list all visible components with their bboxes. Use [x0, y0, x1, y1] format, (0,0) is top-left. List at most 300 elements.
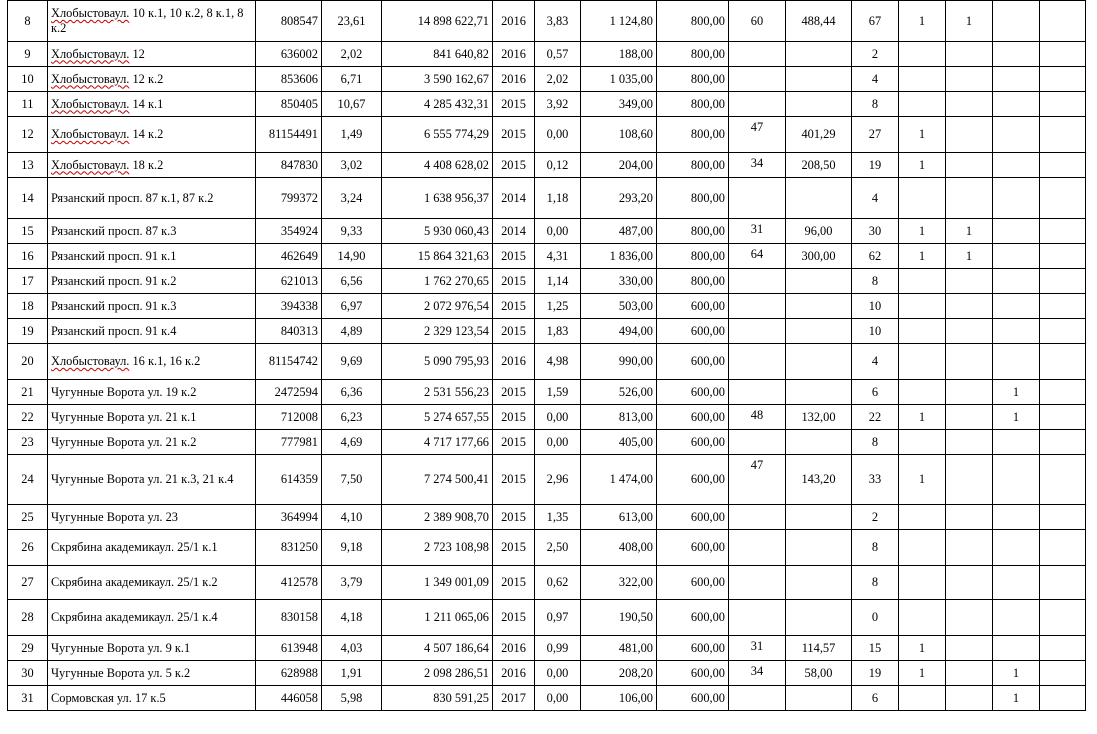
- value-j-cell: [899, 430, 946, 455]
- table-row: [8, 42, 1086, 67]
- value-m-cell: [1040, 566, 1086, 600]
- table-body: [8, 1, 1086, 711]
- value-g-cell: [729, 269, 786, 294]
- value-l-cell: [993, 269, 1040, 294]
- value-e-cell: 494,00: [581, 319, 657, 344]
- year-cell: 2015: [493, 153, 535, 178]
- value-d-cell: 1,35: [535, 505, 581, 530]
- code-cell: 840313: [256, 319, 322, 344]
- year-cell: 2015: [493, 319, 535, 344]
- address-cell: [48, 530, 256, 566]
- value-m-cell: [1040, 405, 1086, 430]
- year-cell: 2016: [493, 344, 535, 380]
- row-number-cell: 24: [8, 455, 48, 505]
- sum-cell: 2 389 908,70: [382, 505, 493, 530]
- value-l-cell: [993, 505, 1040, 530]
- value-k-cell: [946, 294, 993, 319]
- value-j-cell: 1: [899, 219, 946, 244]
- value-m-cell: [1040, 219, 1086, 244]
- value-e-cell: 1 474,00: [581, 455, 657, 505]
- value-h-cell: [786, 269, 852, 294]
- value-f-cell: 600,00: [657, 566, 729, 600]
- value-j-cell: [899, 600, 946, 636]
- code-cell: 364994: [256, 505, 322, 530]
- address-detail: Рязанский просп. 91 к.2: [51, 273, 177, 288]
- value-l-cell: [993, 636, 1040, 661]
- code-cell: 614359: [256, 455, 322, 505]
- value-e-cell: 106,00: [581, 686, 657, 711]
- area-cell: 6,56: [322, 269, 382, 294]
- value-l-cell: 1: [993, 380, 1040, 405]
- code-cell: 354924: [256, 219, 322, 244]
- value-h-cell: 58,00: [786, 661, 852, 686]
- value-i-cell: 30: [852, 219, 899, 244]
- value-e-cell: 487,00: [581, 219, 657, 244]
- value-h-cell: 401,29: [786, 117, 852, 153]
- value-g-cell: [729, 530, 786, 566]
- year-cell: 2017: [493, 686, 535, 711]
- value-k-cell: [946, 686, 993, 711]
- code-cell: 2472594: [256, 380, 322, 405]
- value-j-cell: [899, 319, 946, 344]
- value-l-cell: [993, 117, 1040, 153]
- value-j-cell: 1: [899, 153, 946, 178]
- value-k-cell: [946, 178, 993, 219]
- code-cell: 808547: [256, 1, 322, 42]
- value-g-cell: [729, 319, 786, 344]
- value-g-cell: 47: [729, 455, 786, 505]
- value-i-cell: 8: [852, 269, 899, 294]
- table-row: [8, 344, 1086, 380]
- value-g-cell: [729, 430, 786, 455]
- year-cell: 2016: [493, 67, 535, 92]
- table-row: [8, 244, 1086, 269]
- value-d-cell: 0,00: [535, 405, 581, 430]
- sum-cell: 5 090 795,93: [382, 344, 493, 380]
- value-h-cell: [786, 42, 852, 67]
- area-cell: 4,69: [322, 430, 382, 455]
- value-h-cell: [786, 530, 852, 566]
- value-g-cell: [729, 344, 786, 380]
- row-number-cell: 22: [8, 405, 48, 430]
- value-d-cell: 0,00: [535, 686, 581, 711]
- value-m-cell: [1040, 686, 1086, 711]
- year-cell: 2014: [493, 178, 535, 219]
- value-f-cell: 600,00: [657, 344, 729, 380]
- area-cell: 14,90: [322, 244, 382, 269]
- value-d-cell: 0,97: [535, 600, 581, 636]
- value-l-cell: 1: [993, 405, 1040, 430]
- address-street: Хлобыстоваул.: [51, 127, 130, 141]
- year-cell: 2015: [493, 600, 535, 636]
- table-row: [8, 430, 1086, 455]
- value-k-cell: [946, 661, 993, 686]
- address-detail: Чугунные Ворота ул. 5 к.2: [51, 665, 191, 680]
- value-d-cell: 0,99: [535, 636, 581, 661]
- address-detail: Скрябина академикаул. 25/1 к.2: [51, 575, 218, 589]
- address-detail: 14 к.2: [129, 127, 164, 141]
- row-number-cell: 8: [8, 1, 48, 42]
- value-f-cell: 600,00: [657, 636, 729, 661]
- value-f-cell: 600,00: [657, 319, 729, 344]
- value-h-cell: [786, 430, 852, 455]
- value-i-cell: 2: [852, 42, 899, 67]
- sum-cell: 4 285 432,31: [382, 92, 493, 117]
- address-cell: [48, 153, 256, 178]
- address-cell: [48, 600, 256, 636]
- value-g-cell: 64: [729, 244, 786, 269]
- value-j-cell: 1: [899, 405, 946, 430]
- row-number-cell: 20: [8, 344, 48, 380]
- sum-cell: 4 717 177,66: [382, 430, 493, 455]
- value-m-cell: [1040, 1, 1086, 42]
- value-l-cell: [993, 319, 1040, 344]
- value-d-cell: 2,50: [535, 530, 581, 566]
- value-g-cell: [729, 67, 786, 92]
- value-m-cell: [1040, 294, 1086, 319]
- code-cell: 853606: [256, 67, 322, 92]
- sum-cell: 6 555 774,29: [382, 117, 493, 153]
- value-k-cell: [946, 530, 993, 566]
- table-row: [8, 178, 1086, 219]
- table-row: [8, 636, 1086, 661]
- value-i-cell: 8: [852, 566, 899, 600]
- sum-cell: 5 274 657,55: [382, 405, 493, 430]
- row-number-cell: 12: [8, 117, 48, 153]
- code-cell: 847830: [256, 153, 322, 178]
- table-row: [8, 505, 1086, 530]
- value-i-cell: 8: [852, 92, 899, 117]
- address-cell: [48, 405, 256, 430]
- row-number-cell: 26: [8, 530, 48, 566]
- code-cell: 613948: [256, 636, 322, 661]
- value-d-cell: 1,25: [535, 294, 581, 319]
- value-g-cell: 48: [729, 405, 786, 430]
- value-l-cell: [993, 42, 1040, 67]
- address-detail: Чугунные Ворота ул. 23: [51, 509, 178, 524]
- value-d-cell: 4,98: [535, 344, 581, 380]
- value-m-cell: [1040, 636, 1086, 661]
- value-h-cell: [786, 566, 852, 600]
- address-cell: [48, 636, 256, 661]
- address-detail: Чугунные Ворота ул. 21 к.3, 21 к.4: [51, 472, 234, 486]
- value-m-cell: [1040, 344, 1086, 380]
- value-i-cell: 22: [852, 405, 899, 430]
- row-number-cell: 15: [8, 219, 48, 244]
- table-row: [8, 566, 1086, 600]
- table-row: [8, 380, 1086, 405]
- address-detail: Чугунные Ворота ул. 21 к.1: [51, 409, 197, 424]
- value-j-cell: [899, 269, 946, 294]
- value-d-cell: 0,00: [535, 661, 581, 686]
- value-g-cell: [729, 600, 786, 636]
- value-m-cell: [1040, 319, 1086, 344]
- area-cell: 9,33: [322, 219, 382, 244]
- value-f-cell: 600,00: [657, 530, 729, 566]
- value-k-cell: 1: [946, 1, 993, 42]
- value-h-cell: [786, 319, 852, 344]
- sum-cell: 1 638 956,37: [382, 178, 493, 219]
- address-detail: Скрябина академикаул. 25/1 к.4: [51, 610, 218, 624]
- area-cell: 2,02: [322, 42, 382, 67]
- address-street: Хлобыстоваул.: [51, 71, 130, 86]
- address-cell: [48, 269, 256, 294]
- value-e-cell: 526,00: [581, 380, 657, 405]
- value-f-cell: 800,00: [657, 178, 729, 219]
- value-d-cell: 0,62: [535, 566, 581, 600]
- value-l-cell: [993, 67, 1040, 92]
- value-e-cell: 293,20: [581, 178, 657, 219]
- value-e-cell: 208,20: [581, 661, 657, 686]
- value-i-cell: 6: [852, 380, 899, 405]
- value-d-cell: 1,14: [535, 269, 581, 294]
- code-cell: 830158: [256, 600, 322, 636]
- value-l-cell: [993, 430, 1040, 455]
- value-d-cell: 0,00: [535, 430, 581, 455]
- year-cell: 2015: [493, 405, 535, 430]
- address-cell: [48, 566, 256, 600]
- value-e-cell: 108,60: [581, 117, 657, 153]
- sum-cell: 2 531 556,23: [382, 380, 493, 405]
- value-e-cell: 204,00: [581, 153, 657, 178]
- value-f-cell: 800,00: [657, 219, 729, 244]
- code-cell: 850405: [256, 92, 322, 117]
- value-h-cell: 300,00: [786, 244, 852, 269]
- area-cell: 6,97: [322, 294, 382, 319]
- value-j-cell: [899, 344, 946, 380]
- value-d-cell: 3,92: [535, 92, 581, 117]
- value-i-cell: 67: [852, 1, 899, 42]
- sum-cell: 1 762 270,65: [382, 269, 493, 294]
- year-cell: 2015: [493, 505, 535, 530]
- value-m-cell: [1040, 67, 1086, 92]
- address-cell: [48, 686, 256, 711]
- value-f-cell: 600,00: [657, 505, 729, 530]
- value-h-cell: 488,44: [786, 1, 852, 42]
- row-number-cell: 9: [8, 42, 48, 67]
- year-cell: 2015: [493, 269, 535, 294]
- area-cell: 1,91: [322, 661, 382, 686]
- value-i-cell: 19: [852, 661, 899, 686]
- value-d-cell: 1,18: [535, 178, 581, 219]
- value-m-cell: [1040, 380, 1086, 405]
- value-i-cell: 0: [852, 600, 899, 636]
- table-row: [8, 686, 1086, 711]
- year-cell: 2015: [493, 92, 535, 117]
- value-j-cell: 1: [899, 117, 946, 153]
- area-cell: 4,18: [322, 600, 382, 636]
- address-cell: [48, 455, 256, 505]
- year-cell: 2016: [493, 661, 535, 686]
- sum-cell: 2 329 123,54: [382, 319, 493, 344]
- sum-cell: 4 507 186,64: [382, 636, 493, 661]
- value-e-cell: 330,00: [581, 269, 657, 294]
- table-row: [8, 67, 1086, 92]
- address-cell: [48, 42, 256, 67]
- code-cell: 394338: [256, 294, 322, 319]
- address-detail: Рязанский просп. 91 к.4: [51, 323, 177, 338]
- address-detail: Рязанский просп. 87 к.1, 87 к.2: [51, 190, 214, 205]
- value-e-cell: 408,00: [581, 530, 657, 566]
- value-g-cell: [729, 42, 786, 67]
- value-h-cell: [786, 67, 852, 92]
- value-m-cell: [1040, 661, 1086, 686]
- value-e-cell: 481,00: [581, 636, 657, 661]
- value-l-cell: [993, 178, 1040, 219]
- value-i-cell: 4: [852, 67, 899, 92]
- value-m-cell: [1040, 92, 1086, 117]
- area-cell: 7,50: [322, 455, 382, 505]
- value-e-cell: 1 035,00: [581, 67, 657, 92]
- value-m-cell: [1040, 178, 1086, 219]
- table-row: [8, 117, 1086, 153]
- value-j-cell: [899, 67, 946, 92]
- value-d-cell: 0,57: [535, 42, 581, 67]
- address-street: Хлобыстоваул.: [51, 6, 130, 20]
- year-cell: 2016: [493, 1, 535, 42]
- value-k-cell: [946, 153, 993, 178]
- value-m-cell: [1040, 600, 1086, 636]
- value-h-cell: [786, 344, 852, 380]
- value-f-cell: 600,00: [657, 405, 729, 430]
- area-cell: 6,71: [322, 67, 382, 92]
- year-cell: 2015: [493, 117, 535, 153]
- value-k-cell: [946, 405, 993, 430]
- value-h-cell: 132,00: [786, 405, 852, 430]
- value-k-cell: [946, 380, 993, 405]
- code-cell: 799372: [256, 178, 322, 219]
- value-f-cell: 600,00: [657, 294, 729, 319]
- address-cell: [48, 319, 256, 344]
- value-e-cell: 503,00: [581, 294, 657, 319]
- value-m-cell: [1040, 505, 1086, 530]
- value-i-cell: 33: [852, 455, 899, 505]
- sum-cell: 1 349 001,09: [382, 566, 493, 600]
- data-table: [7, 0, 1086, 711]
- address-detail: Сормовская ул. 17 к.5: [51, 690, 166, 705]
- value-i-cell: 62: [852, 244, 899, 269]
- year-cell: 2014: [493, 219, 535, 244]
- value-f-cell: 600,00: [657, 600, 729, 636]
- value-d-cell: 0,00: [535, 219, 581, 244]
- value-h-cell: 143,20: [786, 455, 852, 505]
- year-cell: 2015: [493, 530, 535, 566]
- area-cell: 4,03: [322, 636, 382, 661]
- address-cell: [48, 294, 256, 319]
- value-i-cell: 27: [852, 117, 899, 153]
- value-k-cell: [946, 319, 993, 344]
- value-e-cell: 990,00: [581, 344, 657, 380]
- value-g-cell: 47: [729, 117, 786, 153]
- area-cell: 9,69: [322, 344, 382, 380]
- address-detail: Чугунные Ворота ул. 19 к.2: [51, 384, 197, 399]
- value-h-cell: [786, 600, 852, 636]
- value-k-cell: 1: [946, 244, 993, 269]
- table-row: [8, 600, 1086, 636]
- code-cell: 628988: [256, 661, 322, 686]
- table-row: [8, 530, 1086, 566]
- value-m-cell: [1040, 455, 1086, 505]
- year-cell: 2015: [493, 566, 535, 600]
- value-k-cell: [946, 505, 993, 530]
- code-cell: 462649: [256, 244, 322, 269]
- value-g-cell: 34: [729, 661, 786, 686]
- year-cell: 2015: [493, 294, 535, 319]
- value-h-cell: 96,00: [786, 219, 852, 244]
- sum-cell: 2 098 286,51: [382, 661, 493, 686]
- value-e-cell: 322,00: [581, 566, 657, 600]
- value-j-cell: [899, 686, 946, 711]
- address-detail: 16 к.1, 16 к.2: [129, 354, 201, 368]
- value-j-cell: 1: [899, 244, 946, 269]
- row-number-cell: 19: [8, 319, 48, 344]
- value-k-cell: [946, 455, 993, 505]
- value-k-cell: [946, 430, 993, 455]
- value-i-cell: 19: [852, 153, 899, 178]
- value-g-cell: [729, 294, 786, 319]
- value-i-cell: 4: [852, 178, 899, 219]
- address-cell: [48, 505, 256, 530]
- year-cell: 2015: [493, 244, 535, 269]
- value-j-cell: [899, 294, 946, 319]
- address-street: Хлобыстоваул.: [51, 354, 130, 368]
- value-k-cell: [946, 600, 993, 636]
- address-cell: [48, 92, 256, 117]
- sum-cell: 3 590 162,67: [382, 67, 493, 92]
- code-cell: 412578: [256, 566, 322, 600]
- value-i-cell: 8: [852, 530, 899, 566]
- address-street: Хлобыстоваул.: [51, 46, 130, 61]
- row-number-cell: 14: [8, 178, 48, 219]
- value-k-cell: [946, 566, 993, 600]
- value-l-cell: [993, 344, 1040, 380]
- code-cell: 636002: [256, 42, 322, 67]
- code-cell: 446058: [256, 686, 322, 711]
- area-cell: 3,02: [322, 153, 382, 178]
- value-j-cell: [899, 505, 946, 530]
- area-cell: 9,18: [322, 530, 382, 566]
- year-cell: 2016: [493, 636, 535, 661]
- year-cell: 2016: [493, 42, 535, 67]
- value-d-cell: 0,00: [535, 117, 581, 153]
- value-k-cell: [946, 42, 993, 67]
- value-l-cell: [993, 566, 1040, 600]
- table-row: [8, 294, 1086, 319]
- value-i-cell: 4: [852, 344, 899, 380]
- address-detail: 14 к.1: [129, 96, 164, 111]
- row-number-cell: 31: [8, 686, 48, 711]
- value-l-cell: [993, 1, 1040, 42]
- address-detail: 12: [129, 46, 145, 61]
- address-detail: Рязанский просп. 87 к.3: [51, 223, 177, 238]
- value-k-cell: [946, 117, 993, 153]
- value-d-cell: 4,31: [535, 244, 581, 269]
- address-cell: [48, 244, 256, 269]
- value-l-cell: [993, 153, 1040, 178]
- value-h-cell: [786, 380, 852, 405]
- value-d-cell: 1,59: [535, 380, 581, 405]
- address-cell: [48, 117, 256, 153]
- value-j-cell: [899, 380, 946, 405]
- value-k-cell: [946, 344, 993, 380]
- value-j-cell: [899, 530, 946, 566]
- address-detail: 12 к.2: [129, 71, 164, 86]
- value-j-cell: 1: [899, 636, 946, 661]
- area-cell: 4,89: [322, 319, 382, 344]
- value-g-cell: [729, 686, 786, 711]
- value-f-cell: 800,00: [657, 117, 729, 153]
- value-j-cell: [899, 566, 946, 600]
